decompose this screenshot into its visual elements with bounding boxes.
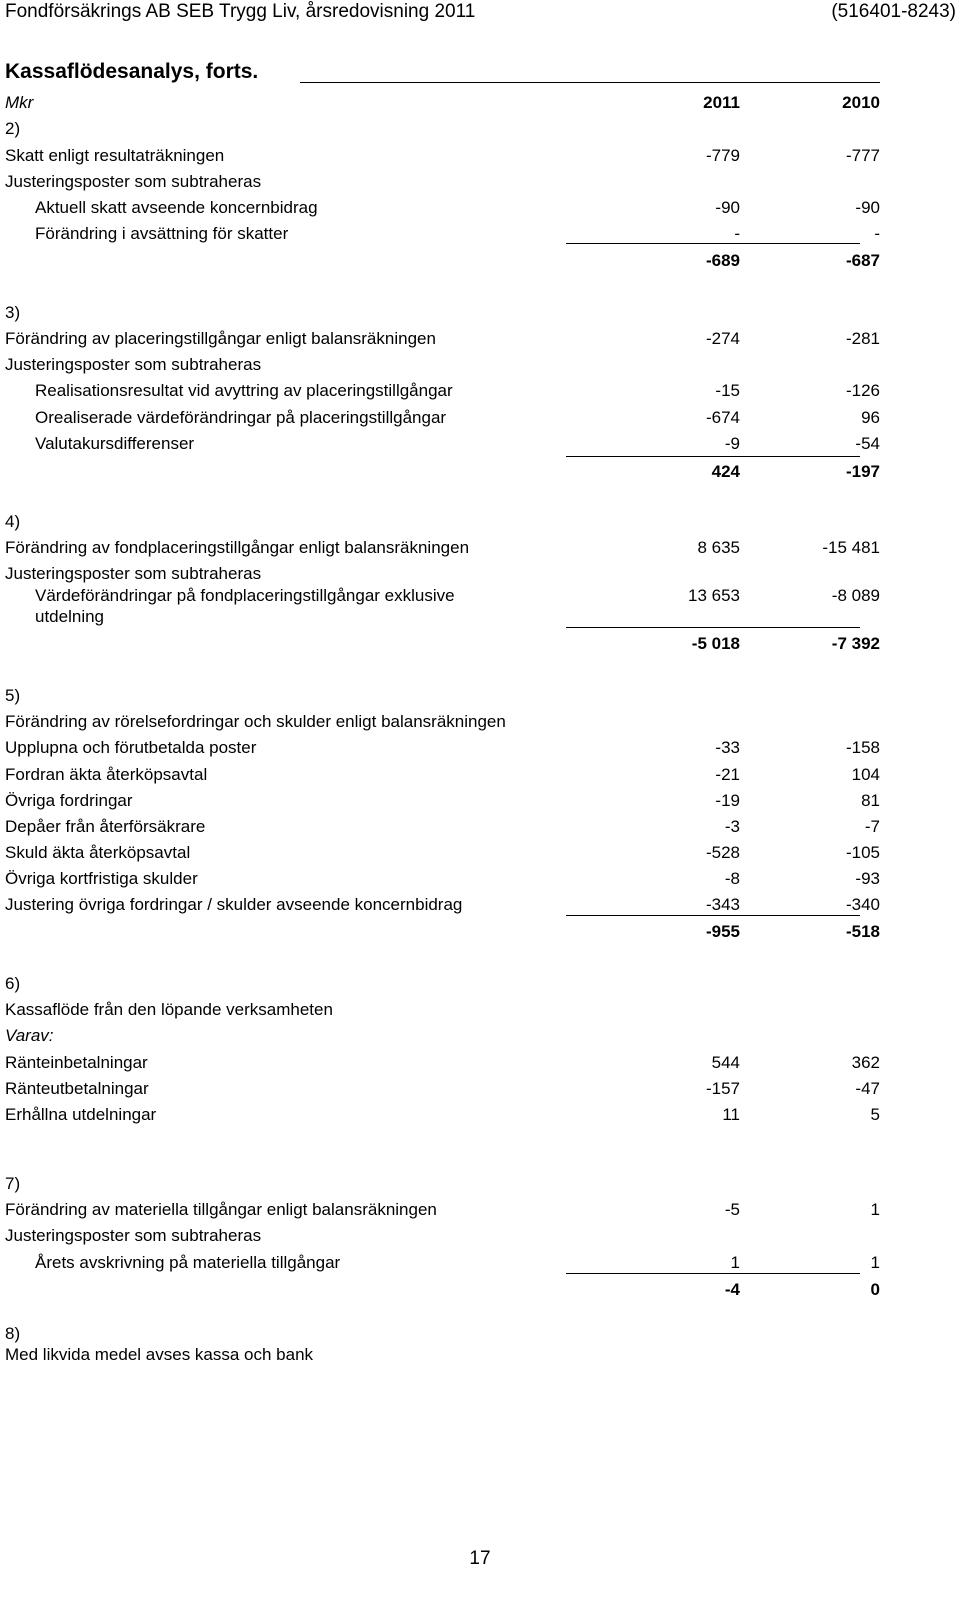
note-5-row-2011: -8 <box>724 869 740 888</box>
note-4-row2-label-cont: utdelning <box>35 607 105 626</box>
note-3-row2-2010: -126 <box>845 381 880 400</box>
note-7-total-2011: -4 <box>724 1280 740 1299</box>
note-5-row-2010: 104 <box>851 765 880 784</box>
note-2-label: 2) <box>5 119 21 138</box>
note-5-row-2010: -158 <box>845 738 880 757</box>
note-7-row1-label: Förändring av materiella tillgångar enligt balansräkningen <box>5 1200 437 1219</box>
note-7-row2-2010: 1 <box>870 1253 880 1272</box>
note-5-label: 5) <box>5 686 21 705</box>
note-2-adjustments: Justeringsposter som subtraheras <box>5 172 262 191</box>
page-number: 17 <box>469 1548 491 1569</box>
note-3-row4-2010: -54 <box>855 434 880 453</box>
note-3-row3-2011: -674 <box>705 408 740 427</box>
note-5-row-2011: -343 <box>705 895 740 914</box>
note-3-sum-rule <box>566 456 860 457</box>
note-7-adjustments: Justeringsposter som subtraheras <box>5 1226 262 1245</box>
note-2-row1-label: Skatt enligt resultaträkningen <box>5 146 225 165</box>
note-7-label: 7) <box>5 1174 21 1193</box>
note-7-sum-rule <box>566 1273 860 1274</box>
note-5-row-label: Övriga kortfristiga skulder <box>5 869 198 888</box>
note-4-row2-2011: 13 653 <box>688 586 740 605</box>
note-3-row1-label: Förändring av placeringstillgångar enligt balansräkningen <box>5 329 436 348</box>
note-3-row1-2011: -274 <box>705 329 740 348</box>
note-4-row1-2010: -15 481 <box>822 538 880 557</box>
org-number: (516401-8243) <box>831 1 956 22</box>
note-4-row1-label: Förändring av fondplaceringstillgångar enligt balansräkningen <box>5 538 470 557</box>
note-5-row-2010: -105 <box>845 843 880 862</box>
note-7-row2-label: Årets avskrivning på materiella tillgångar <box>35 1253 341 1272</box>
note-2-row1-2010: -777 <box>845 146 880 165</box>
note-6-row-2011: -157 <box>705 1079 740 1098</box>
note-6-row-2010: 5 <box>870 1105 880 1124</box>
note-3-row2-label: Realisationsresultat vid avyttring av placeringstillgångar <box>35 381 453 400</box>
note-3-total-2010: -197 <box>845 462 880 481</box>
note-5-row-label: Fordran äkta återköpsavtal <box>5 765 208 784</box>
note-5-row-label: Justering övriga fordringar / skulder avseende koncernbidrag <box>5 895 463 914</box>
note-5-row-label: Upplupna och förutbetalda poster <box>5 738 257 757</box>
note-4-total-2011: -5 018 <box>691 634 740 653</box>
note-7-row2-2011: 1 <box>730 1253 740 1272</box>
note-2-row2-label: Aktuell skatt avseende koncernbidrag <box>35 198 318 217</box>
column-2010: 2010 <box>842 93 880 112</box>
note-4-sum-rule <box>566 627 860 628</box>
note-6-row-label: Ränteinbetalningar <box>5 1053 148 1072</box>
note-3-row1-2010: -281 <box>845 329 880 348</box>
note-3-row2-2011: -15 <box>715 381 740 400</box>
note-5-total-2010: -518 <box>845 922 880 941</box>
note-8-text: Med likvida medel avses kassa och bank <box>5 1345 314 1364</box>
note-5-row-2011: -33 <box>715 738 740 757</box>
note-6-varav: Varav: <box>5 1026 54 1045</box>
note-6-label: 6) <box>5 974 21 993</box>
note-6-row-label: Ränteutbetalningar <box>5 1079 149 1098</box>
note-2-total-2010: -687 <box>845 251 880 270</box>
report-header: Fondförsäkrings AB SEB Trygg Liv, årsredovisning 2011 <box>5 1 476 22</box>
note-2-row2-2010: -90 <box>855 198 880 217</box>
note-2-row3-2010: - <box>874 224 880 243</box>
note-8-label: 8) <box>5 1324 21 1343</box>
title-rule <box>300 82 880 83</box>
note-3-adjustments: Justeringsposter som subtraheras <box>5 355 262 374</box>
note-4-row1-2011: 8 635 <box>697 538 740 557</box>
note-4-row2-2010: -8 089 <box>831 586 880 605</box>
note-2-row1-2011: -779 <box>705 146 740 165</box>
note-5-sum-rule <box>566 915 860 916</box>
note-2-total-2011: -689 <box>705 251 740 270</box>
note-3-row3-2010: 96 <box>861 408 880 427</box>
page-title: Kassaflödesanalys, forts. <box>5 60 259 83</box>
note-6-row-2010: 362 <box>851 1053 880 1072</box>
note-3-total-2011: 424 <box>711 462 740 481</box>
note-5-row-2010: -93 <box>855 869 880 888</box>
note-3-row4-2011: -9 <box>724 434 740 453</box>
note-5-row-2011: -528 <box>705 843 740 862</box>
column-2011: 2011 <box>703 93 740 112</box>
note-5-total-2011: -955 <box>705 922 740 941</box>
note-2-row2-2011: -90 <box>715 198 740 217</box>
note-2-sum-rule <box>566 243 860 244</box>
note-6-intro: Kassaflöde från den löpande verksamheten <box>5 1000 333 1019</box>
note-2-row3-label: Förändring i avsättning för skatter <box>35 224 289 243</box>
note-5-intro: Förändring av rörelsefordringar och skulder enligt balansräkningen <box>5 712 506 731</box>
note-3-label: 3) <box>5 303 21 322</box>
unit-label: Mkr <box>5 93 34 112</box>
note-5-row-2011: -21 <box>715 765 740 784</box>
note-3-row3-label: Orealiserade värdeförändringar på placeringstillgångar <box>35 408 447 427</box>
note-5-row-2011: -3 <box>724 817 740 836</box>
note-4-label: 4) <box>5 512 21 531</box>
note-2-row3-2011: - <box>734 224 740 243</box>
note-6-row-label: Erhållna utdelningar <box>5 1105 157 1124</box>
note-5-row-2010: -7 <box>864 817 880 836</box>
note-7-row1-2011: -5 <box>724 1200 740 1219</box>
note-5-row-label: Skuld äkta återköpsavtal <box>5 843 191 862</box>
note-6-row-2010: -47 <box>855 1079 880 1098</box>
note-6-row-2011: 11 <box>722 1105 740 1124</box>
note-4-adjustments: Justeringsposter som subtraheras <box>5 564 262 583</box>
note-3-row4-label: Valutakursdifferenser <box>35 434 195 453</box>
note-5-row-2010: -340 <box>845 895 880 914</box>
note-4-row2-label: Värdeförändringar på fondplaceringstillgångar exklusive <box>35 586 455 605</box>
note-4-total-2010: -7 392 <box>831 634 880 653</box>
note-6-row-2011: 544 <box>711 1053 740 1072</box>
note-5-row-label: Övriga fordringar <box>5 791 133 810</box>
note-5-row-2010: 81 <box>861 791 880 810</box>
note-5-row-label: Depåer från återförsäkrare <box>5 817 206 836</box>
note-7-row1-2010: 1 <box>870 1200 880 1219</box>
note-5-row-2011: -19 <box>715 791 740 810</box>
note-7-total-2010: 0 <box>870 1280 880 1299</box>
